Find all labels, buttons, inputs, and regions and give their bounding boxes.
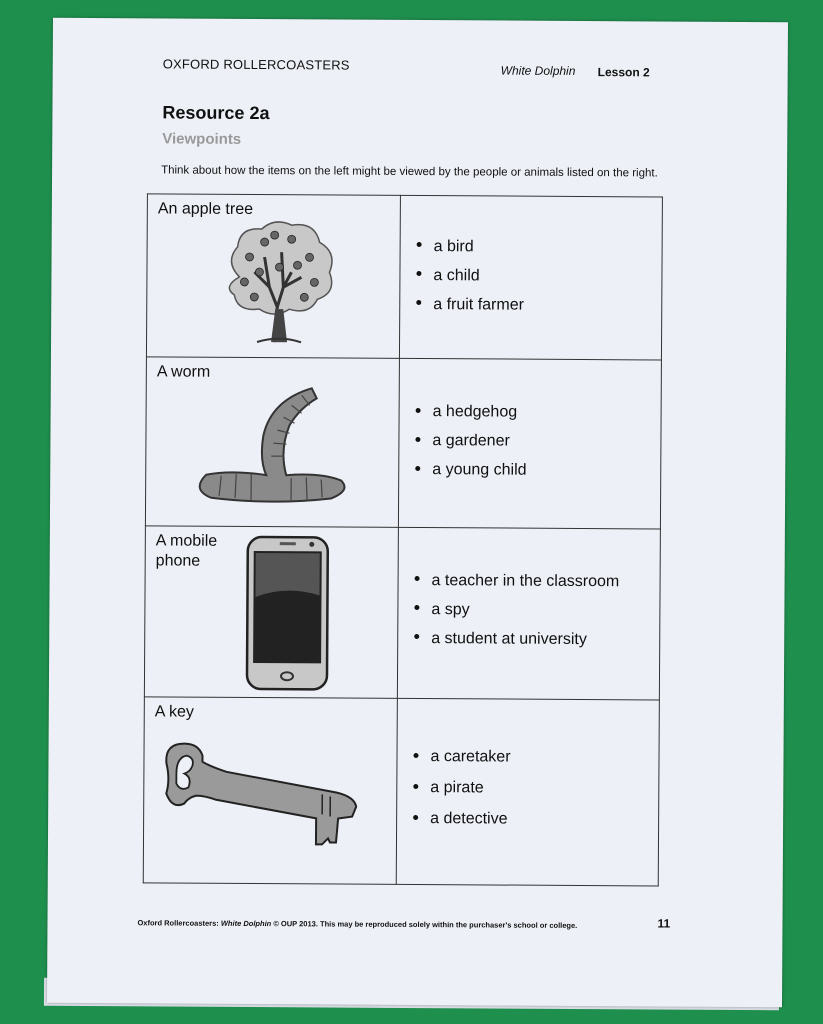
- list-item: a young child: [415, 455, 526, 485]
- list-item: a bird: [417, 232, 525, 262]
- list-item: a student at university: [414, 624, 619, 654]
- list-item: a spy: [414, 595, 619, 625]
- viewers-cell: [397, 527, 660, 700]
- page-title: Resource 2a: [162, 102, 270, 124]
- item-cell: [146, 194, 400, 359]
- table-row: [146, 194, 662, 361]
- list-item: a caretaker: [413, 741, 510, 773]
- viewers-cell: [396, 699, 659, 886]
- viewers-list: [414, 566, 619, 654]
- viewers-list: [415, 397, 527, 485]
- mobile-phone-icon: [245, 535, 330, 692]
- viewpoints-table: [143, 193, 663, 886]
- header-lesson: Lesson 2: [597, 65, 650, 80]
- instructions: Think about how the items on the left might be viewed by the people or animals listed on the right.: [161, 164, 658, 180]
- apple-tree-icon: [219, 217, 340, 346]
- item-label: A key: [154, 703, 194, 721]
- key-icon: [156, 734, 393, 863]
- list-item: a detective: [413, 803, 510, 835]
- viewers-list: [413, 741, 511, 835]
- item-label: A worm: [156, 363, 211, 382]
- header-publisher: OXFORD ROLLERCOASTERS: [162, 56, 350, 73]
- page-number: 11: [657, 916, 671, 931]
- viewers-cell: [398, 359, 661, 529]
- header-series: White Dolphin: [500, 63, 576, 78]
- footer-copyright: Oxford Rollercoasters: White Dolphin © OUP 2013. This may be reproduced solely within the purchaser's school or college.: [137, 918, 578, 930]
- worksheet-page: [47, 18, 788, 1007]
- viewers-cell: [399, 195, 662, 360]
- page-subtitle: Viewpoints: [162, 130, 242, 148]
- item-label: A mobile phone: [155, 532, 218, 570]
- item-cell: [143, 697, 397, 884]
- item-label: An apple tree: [157, 200, 254, 218]
- worm-icon: [191, 380, 352, 509]
- list-item: a child: [416, 261, 524, 291]
- table-row: [145, 357, 661, 529]
- list-item: a teacher in the classroom: [414, 566, 619, 596]
- item-cell: [144, 526, 398, 699]
- viewers-list: [416, 232, 524, 320]
- table-row: [144, 526, 660, 701]
- list-item: a pirate: [413, 772, 510, 804]
- list-item: a gardener: [415, 426, 526, 456]
- table-row: [143, 697, 659, 886]
- list-item: a fruit farmer: [416, 290, 524, 320]
- list-item: a hedgehog: [416, 397, 527, 427]
- item-cell: [145, 357, 399, 527]
